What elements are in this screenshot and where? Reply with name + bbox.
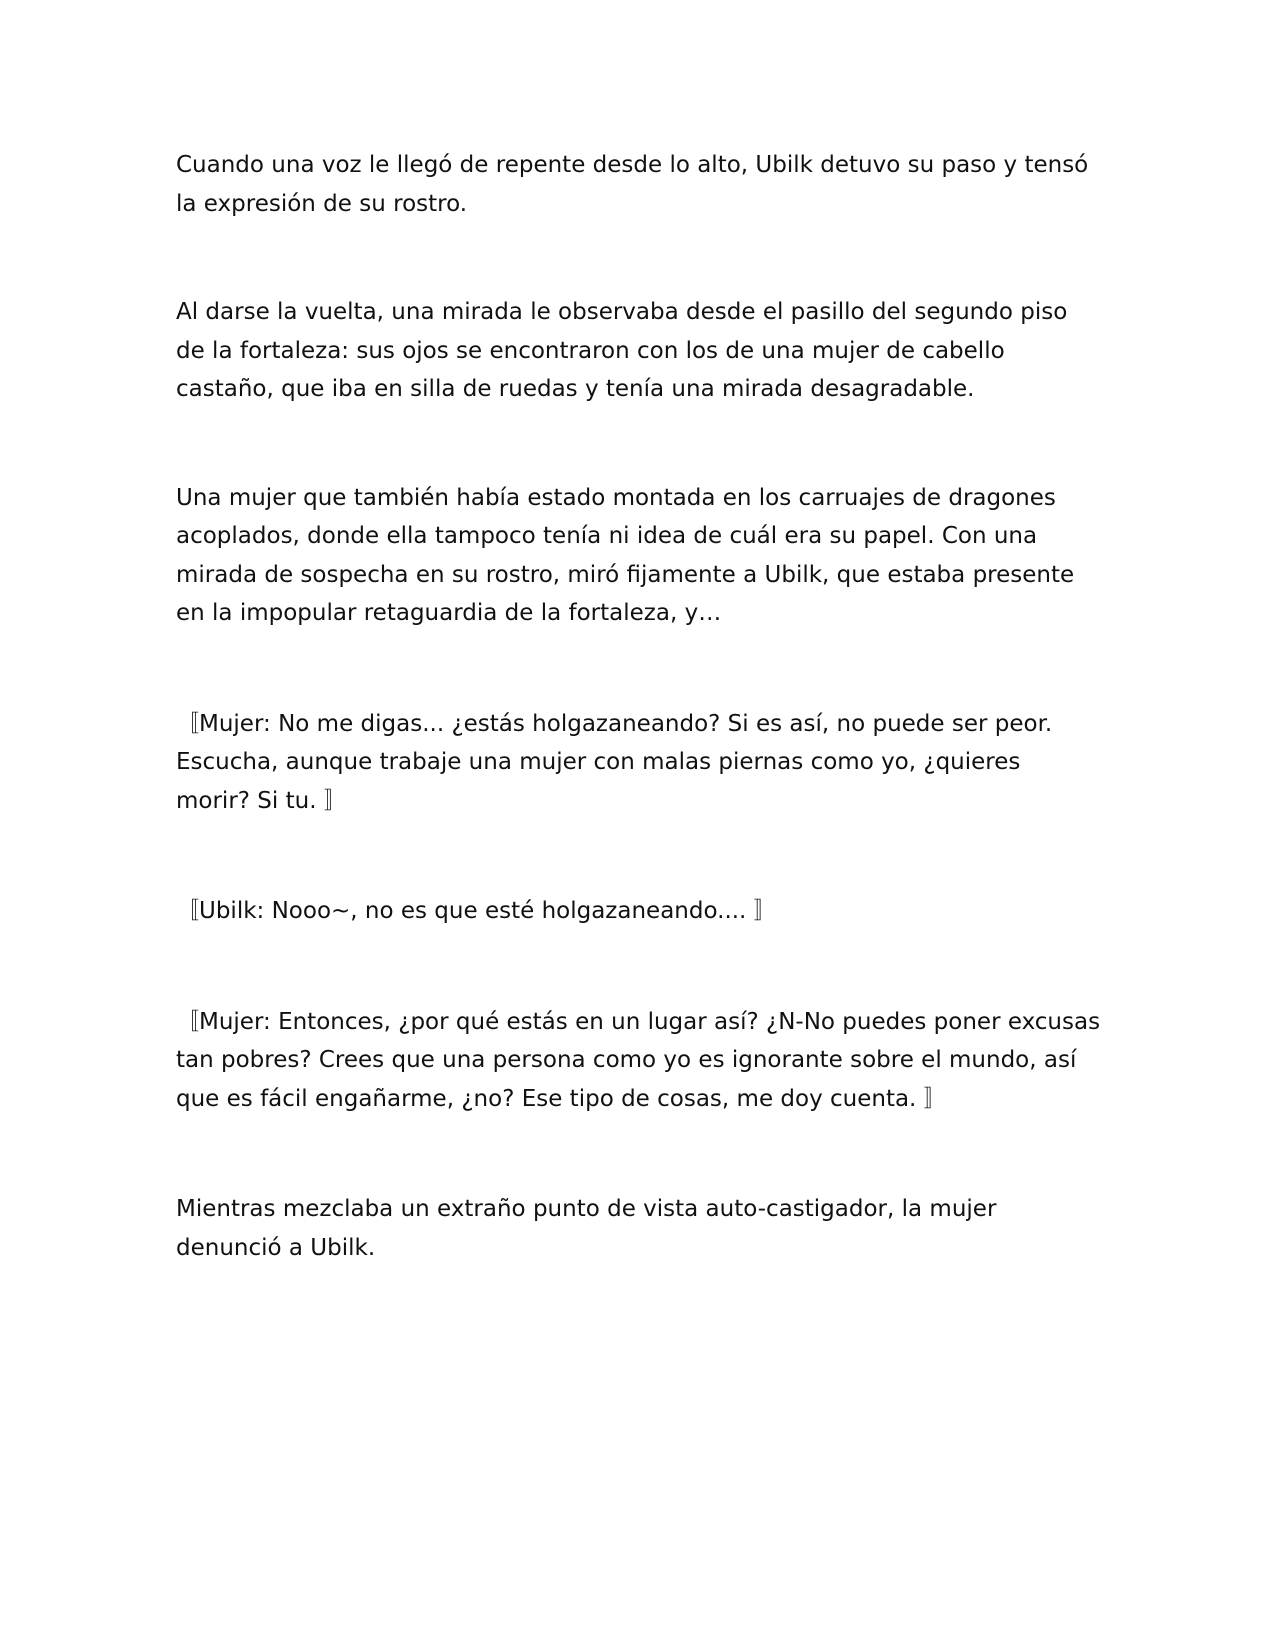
paragraph-final: Mientras mezclaba un extraño punto de vista auto-castigador, la mujer denunció a Ubilk. <box>176 1196 997 1261</box>
paragraph-gap <box>176 223 1101 293</box>
paragraph-gap <box>176 931 1101 1003</box>
paragraph-gap <box>176 409 1101 479</box>
document-body <box>176 146 1101 1267</box>
paragraph-3: Una mujer que también había estado montada en los carruajes de dragones acoplados, donde ella tampoco tenía ni idea de cuál era su papel. Con una mirada de sospecha en su rostro, miró fijamente a Ubilk, que estaba presente en la impopular retaguardia de la fortaleza, y… <box>176 484 1075 626</box>
paragraph-1: Cuando una voz le llegó de repente desde lo alto, Ubilk detuvo su paso y tensó la expresión de su rostro. <box>176 152 1089 217</box>
paragraph-2: Al darse la vuelta, una mirada le observaba desde el pasillo del segundo piso de la fortaleza: sus ojos se encontraron con los de una mujer de cabello castaño, que iba en silla de ruedas y tenía una mirada desagradable. <box>176 299 1068 402</box>
paragraph-gap <box>176 633 1101 705</box>
dialogue-mujer-2: 〚Mujer: Entonces, ¿por qué estás en un lugar así? ¿N-No puedes poner excusas tan pobres? Crees que una persona como yo es ignorante sobre el mundo, así que es fácil engañarme, ¿no? Ese tipo de cosas, me doy cuenta. 〛 <box>176 1008 1101 1112</box>
paragraph-gap <box>176 1118 1101 1190</box>
dialogue-mujer-1: 〚Mujer: No me digas... ¿estás holgazaneando? Si es así, no puede ser peor. Escucha, aunque trabaje una mujer con malas piernas como yo, ¿quieres morir? Si tu. 〛 <box>176 710 1053 814</box>
dialogue-ubilk-1: 〚Ubilk: Nooo~, no es que esté holgazaneando.... 〛 <box>176 898 777 924</box>
paragraph-gap <box>176 820 1101 892</box>
